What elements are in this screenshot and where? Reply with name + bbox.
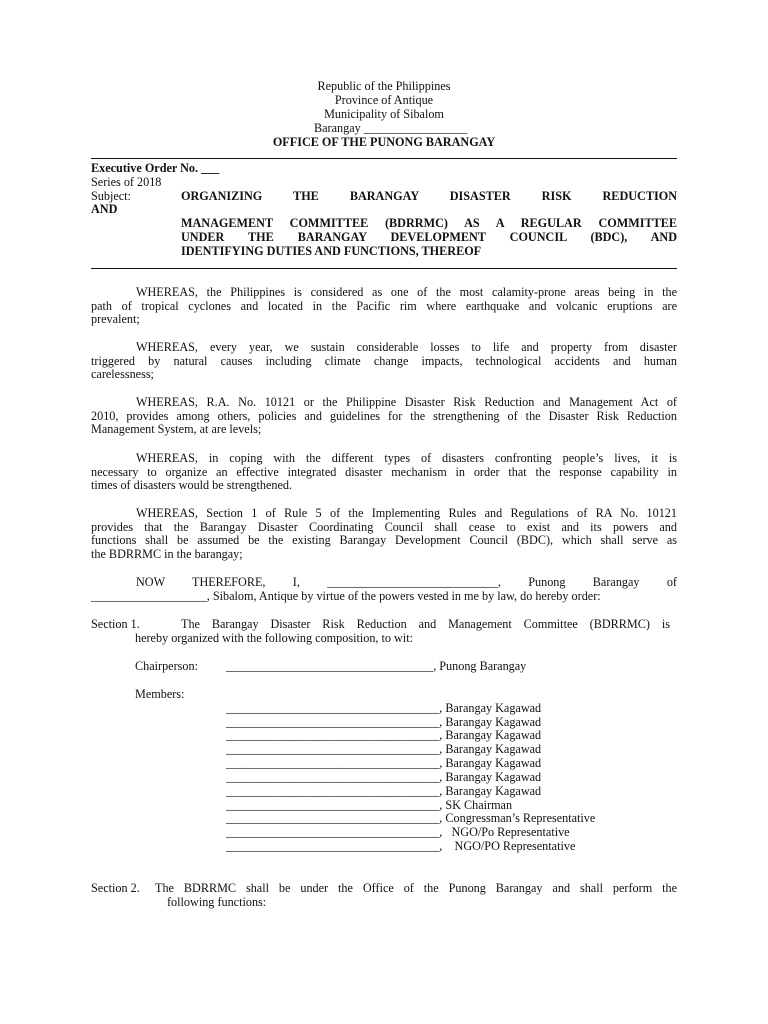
now-therefore-line-1: NOW THEREFORE, I, ____________________________, Punong Barangay of	[136, 575, 677, 589]
whereas-2-line-3: carelessness;	[91, 367, 154, 382]
whereas-1	[91, 286, 677, 327]
member-line: ___________________________________, NGO/PO Representative	[226, 839, 576, 853]
member-line: ___________________________________, Barangay Kagawad	[226, 728, 542, 742]
now-therefore-line-2: ___________________, Sibalom, Antique by virtue of the powers vested in me by law, do hereby order:	[91, 588, 601, 603]
series-label: Series of 2018	[91, 175, 162, 189]
section-2-label: Section 2.	[91, 881, 140, 895]
header-municipality: Municipality of Sibalom	[324, 107, 444, 121]
whereas-5-line-3: functions shall be assumed be the existing Barangay Development Council (BDC), which shall serve as	[91, 533, 677, 548]
whereas-1-line-1: WHEREAS, the Philippines is considered as one of the most calamity-prone areas being in the	[136, 285, 677, 299]
section-1-line-1: The Barangay Disaster Risk Reduction and Management Committee (BDRRMC) is	[181, 617, 670, 631]
whereas-2	[91, 341, 677, 382]
subject-line-3: UNDER THE BARANGAY DEVELOPMENT COUNCIL (BDC), AND	[181, 230, 677, 244]
section-2-line-1: The BDRRMC shall be under the Office of the Punong Barangay and shall perform the	[155, 881, 677, 895]
whereas-4-line-1: WHEREAS, in coping with the different types of disasters confronting people’s lives, it is	[136, 451, 677, 465]
member-line: ___________________________________, Barangay Kagawad	[226, 742, 542, 756]
whereas-5-line-4: the BDRRMC in the barangay;	[91, 546, 243, 561]
subject-line-1: ORGANIZING THE BARANGAY DISASTER RISK REDUCTION	[181, 189, 677, 203]
whereas-4	[91, 452, 677, 493]
whereas-4-line-3: times of disasters would be strengthened.	[91, 478, 293, 493]
header-province: Province of Antique	[334, 93, 434, 107]
whereas-4-line-2: necessary to organize an effective integrated disaster mechanism in order that the response capability in	[91, 464, 677, 479]
whereas-1-line-2: path of tropical cyclones and located in the Pacific rim where earthquake and volcanic eruptions are	[91, 298, 677, 313]
member-line: ___________________________________, Barangay Kagawad	[226, 770, 542, 784]
whereas-3-line-3: Management System, at are levels;	[91, 422, 262, 437]
chairperson-line: __________________________________, Punong Barangay	[226, 659, 527, 673]
member-line: ___________________________________, Barangay Kagawad	[226, 756, 542, 770]
whereas-3-line-2: 2010, provides among others, policies and guidelines for the strengthening of the Disaster Risk Reduction	[91, 408, 677, 423]
whereas-3	[91, 396, 677, 437]
whereas-5-line-1: WHEREAS, Section 1 of Rule 5 of the Implementing Rules and Regulations of RA No. 10121	[136, 506, 677, 520]
divider-top	[91, 158, 677, 159]
members-label: Members:	[135, 687, 185, 701]
member-line: ___________________________________, SK Chairman	[226, 798, 513, 812]
member-line: ___________________________________, Barangay Kagawad	[226, 715, 542, 729]
chairperson-label: Chairperson:	[135, 659, 198, 673]
subject-and: AND	[91, 202, 118, 216]
whereas-3-line-1: WHEREAS, R.A. No. 10121 or the Philippine Disaster Risk Reduction and Management Act of	[136, 395, 677, 409]
header-republic: Republic of the Philippines	[317, 79, 451, 93]
subject-line-4: IDENTIFYING DUTIES AND FUNCTIONS, THEREOF	[181, 244, 482, 258]
whereas-5	[91, 507, 677, 561]
member-line: ___________________________________, Congressman’s Representative	[226, 811, 596, 825]
header-office: OFFICE OF THE PUNONG BARANGAY	[272, 135, 496, 149]
member-line: ___________________________________, Barangay Kagawad	[226, 701, 542, 715]
section-1-label: Section 1.	[91, 617, 140, 631]
subject-label: Subject:	[91, 189, 131, 203]
subject-line-2: MANAGEMENT COMMITTEE (BDRRMC) AS A REGULAR COMMITTEE	[181, 216, 677, 230]
executive-order-title: Executive Order No. ___	[91, 161, 220, 175]
header-barangay: Barangay _________________	[314, 121, 468, 135]
member-line: ___________________________________, NGO/Po Representative	[226, 825, 570, 839]
whereas-5-line-2: provides that the Barangay Disaster Coordinating Council shall cease to exist and its powers and	[91, 519, 677, 534]
member-line: ___________________________________, Barangay Kagawad	[226, 784, 542, 798]
whereas-2-line-2: triggered by natural causes including climate change impacts, technological accidents and human	[91, 353, 677, 368]
whereas-1-line-3: prevalent;	[91, 312, 140, 327]
whereas-2-line-1: WHEREAS, every year, we sustain considerable losses to life and property from disaster	[136, 340, 677, 354]
section-1-line-2: hereby organized with the following composition, to wit:	[135, 631, 414, 645]
now-therefore	[91, 576, 677, 603]
divider-bottom	[91, 268, 677, 269]
section-2-line-2: following functions:	[167, 895, 267, 909]
